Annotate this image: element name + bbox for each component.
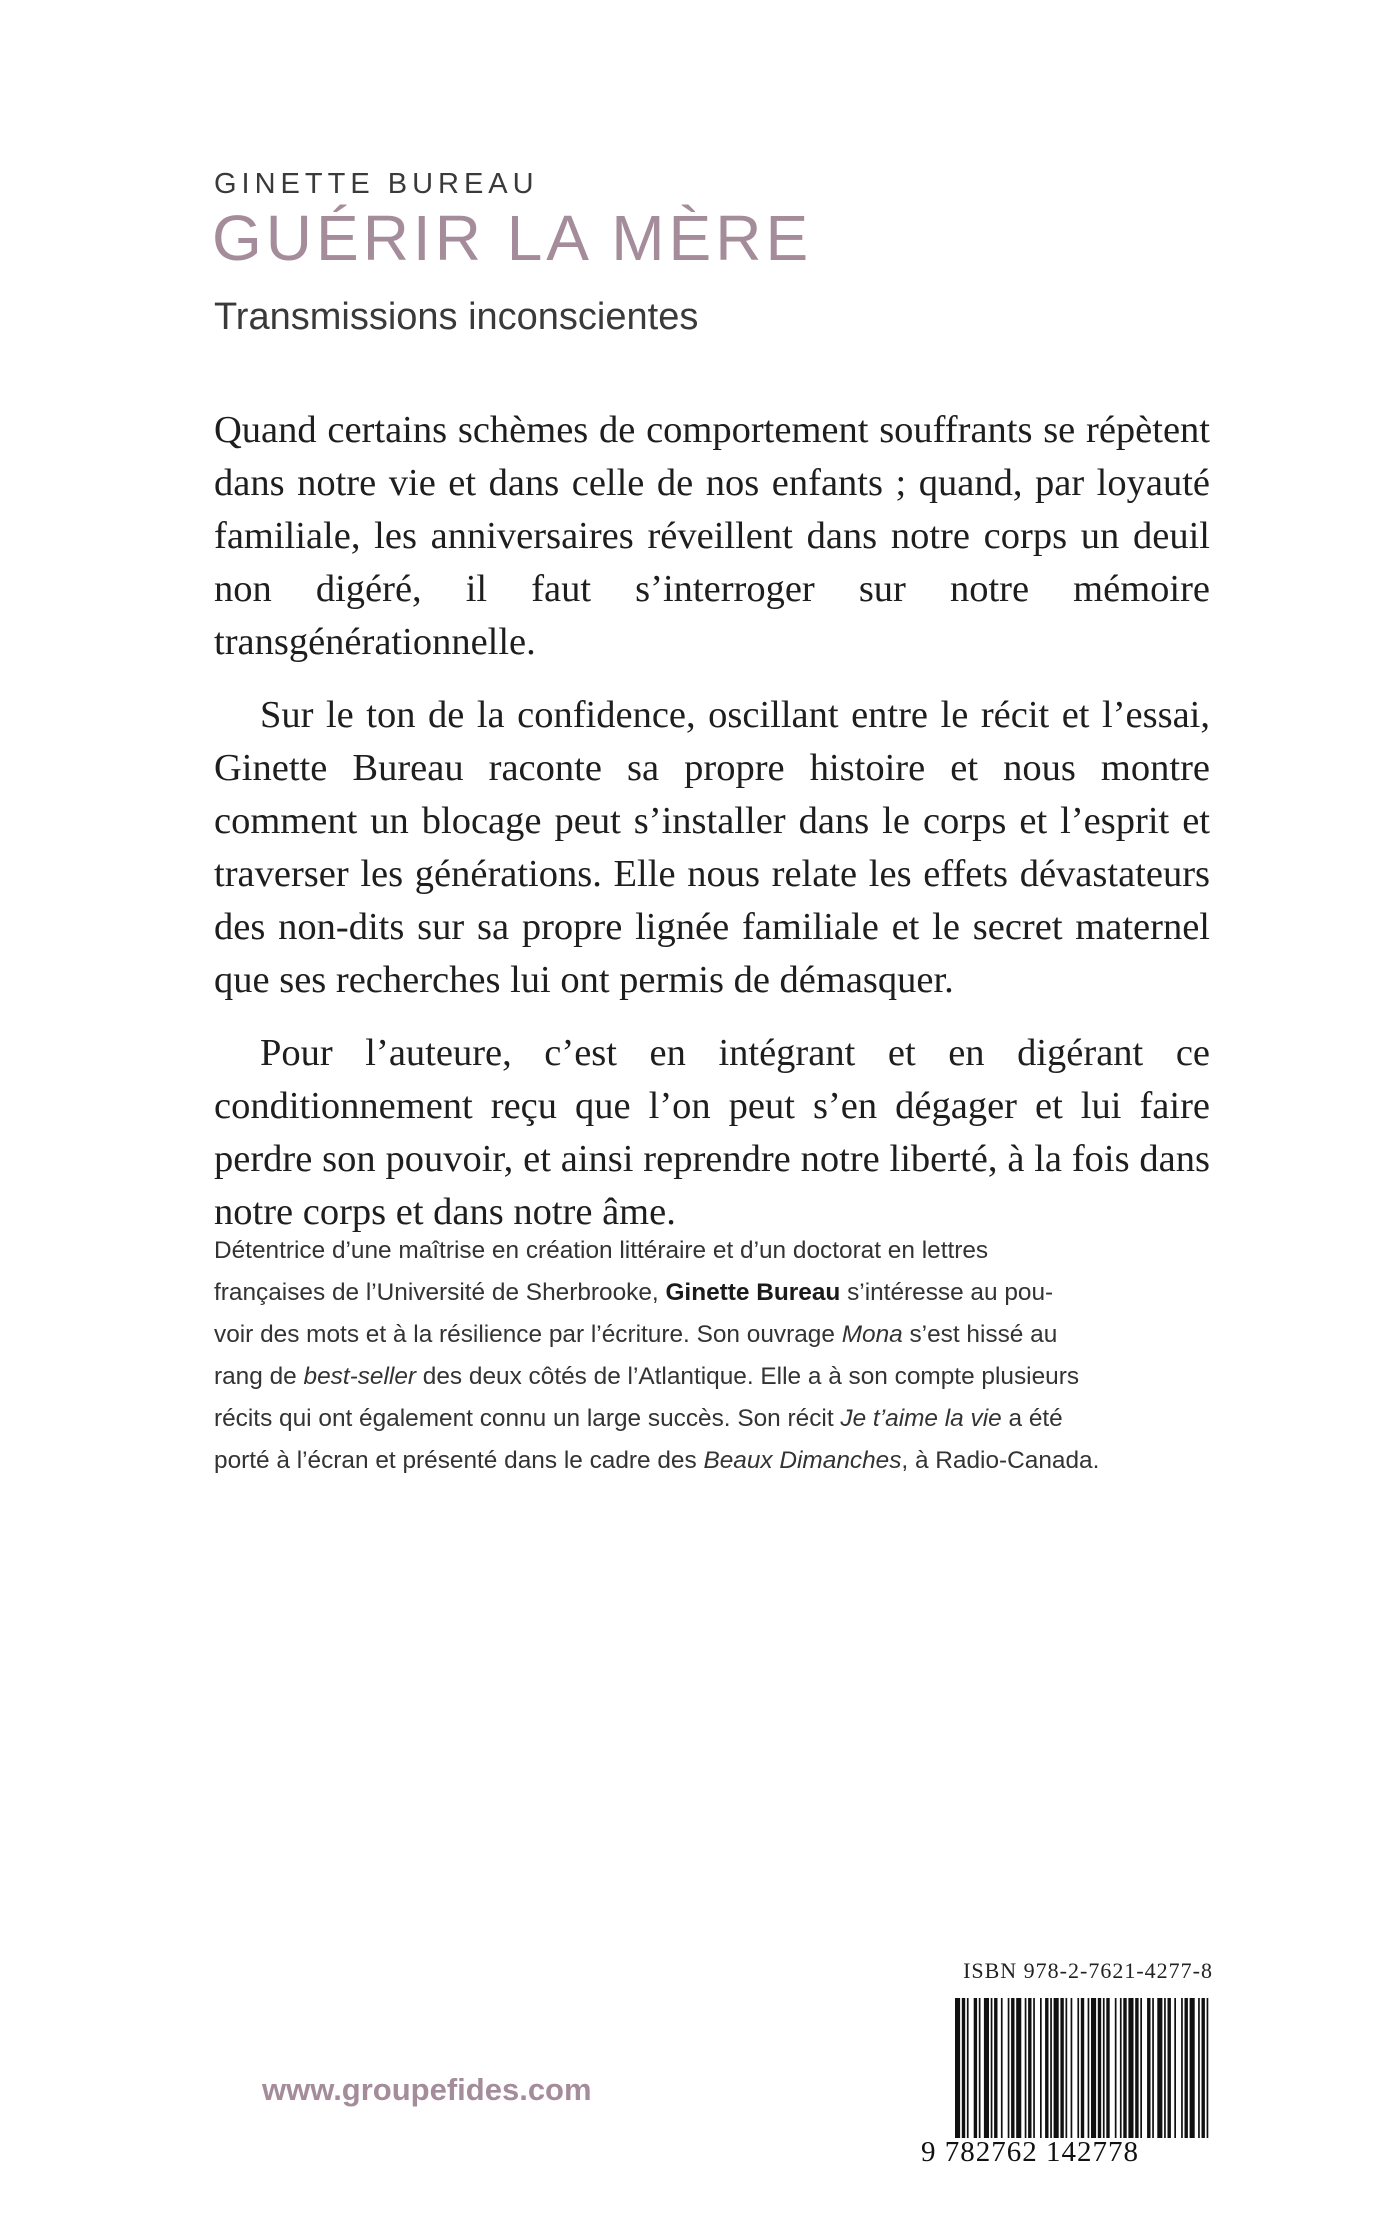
publisher-website[interactable]: www.groupefides.com — [262, 2072, 592, 2107]
blurb-paragraph-2: Sur le ton de la confidence, oscillant entre le récit et l’essai, Ginette Bureau raconte sa propre histoire et nous montre comment un blocage peut s’installer dans le corps et l’esprit et traverser les générations. Elle nous relate les effets dévastateurs des non-dits sur sa propre lignée familiale et le secret maternel que ses recherches lui ont permis de démasquer. — [214, 694, 1210, 1001]
bio-line: rang de best-seller des deux côtés de l’Atlantique. Elle a à son compte plusieurs — [214, 1363, 1080, 1390]
barcode-digits: 9 782762 142778 — [921, 2136, 1139, 2168]
barcode-block — [921, 1958, 1213, 2169]
bio-book-title: Mona — [841, 1321, 903, 1348]
book-title: GUÉRIR LA MÈRE — [212, 202, 813, 274]
blurb — [214, 404, 1210, 1259]
bio-line: françaises de l’Université de Sherbrooke, Ginette Bureau s’intéresse au pou- — [214, 1279, 1054, 1306]
bio-author-name: Ginette Bureau — [665, 1279, 841, 1306]
blurb-paragraph-1: Quand certains schèmes de comportement souffrants se répètent dans notre vie et dans celle de nos enfants ; quand, par loyauté familiale, les anniversaires réveillent dans notre corps un deuil non digéré, il faut s’interroger sur notre mémoire transgénérationnelle. — [214, 409, 1210, 663]
bio-emphasis: best-seller — [303, 1363, 417, 1390]
isbn-label: ISBN 978-2-7621-4277-8 — [963, 1958, 1213, 1983]
bio-line: voir des mots et à la résilience par l’écriture. Son ouvrage Mona s’est hissé au — [214, 1321, 1058, 1348]
bio-book-title: Je t’aime la vie — [840, 1405, 1002, 1432]
bio-line: porté à l’écran et présenté dans le cadre des Beaux Dimanches, à Radio-Canada. — [214, 1447, 1100, 1474]
bio-line: Détentrice d’une maîtrise en création littéraire et d’un doctorat en lettres — [214, 1237, 989, 1264]
author-name: GINETTE BUREAU — [214, 168, 539, 200]
blurb-paragraph-3: Pour l’auteure, c’est en intégrant et en digérant ce conditionnement reçu que l’on peut s’en dégager et lui faire perdre son pouvoir, et ainsi reprendre notre liberté, à la fois dans notre corps et dans notre âme. — [214, 1032, 1210, 1233]
book-subtitle: Transmissions inconscientes — [214, 296, 699, 338]
author-bio — [214, 1230, 1212, 1482]
barcode-icon — [955, 1998, 1213, 2138]
bio-program-title: Beaux Dimanches — [703, 1447, 902, 1474]
bio-line: récits qui ont également connu un large succès. Son récit Je t’aime la vie a été — [214, 1405, 1063, 1432]
